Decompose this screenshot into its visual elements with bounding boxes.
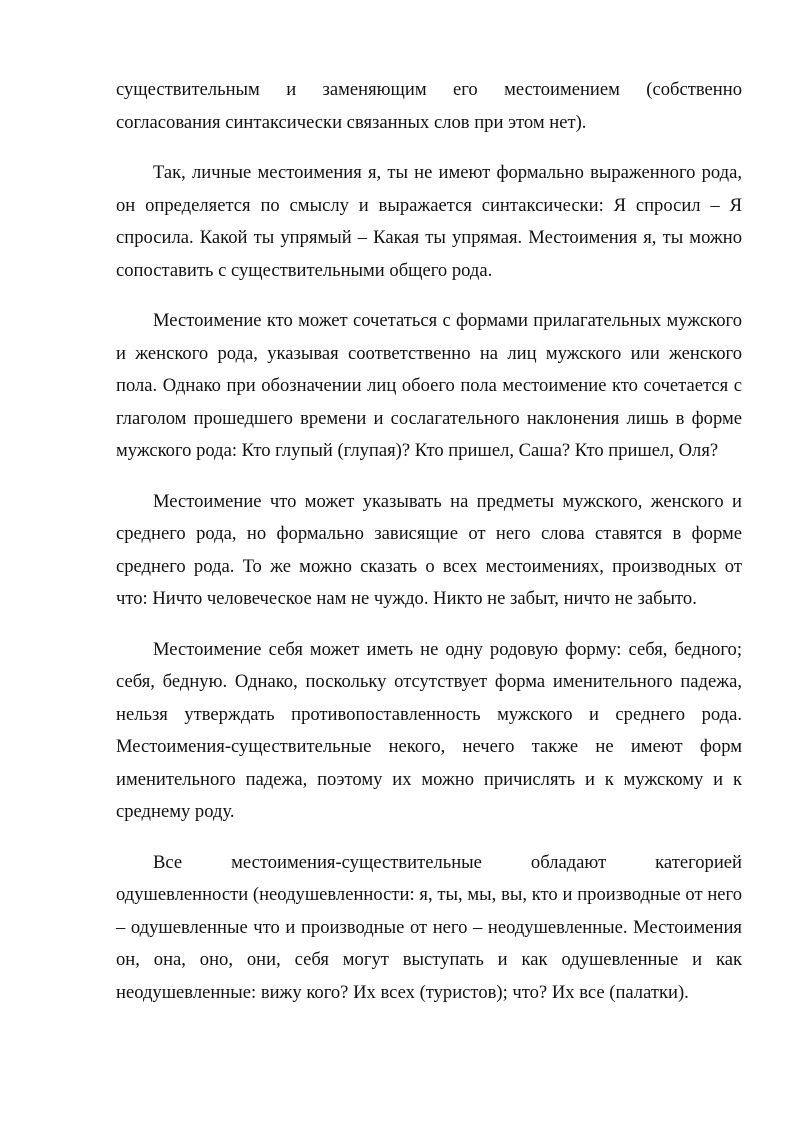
paragraph-continuation: существительным и заменяющим его местоимением (собственно согласования синтаксически связанных слов при этом нет). (116, 79, 742, 133)
paragraph-personal-pronouns: Так, личные местоимения я, ты не имеют формально выраженного рода, он определяется по смыслу и выражается синтаксически: Я спросил – Я спросила. Какой ты упрямый – Какая ты упрямая. Местоимения я, ты можно сопоставить с существительными общего рода. (116, 162, 742, 281)
paragraph-animacy: Все местоимения-существительные обладают категорией одушевленности (неодушевленности: я, ты, мы, вы, кто и производные от него – одушевленные что и производные от него – неодушевленные. Местоимения он, она, оно, они, себя могут выступать и как одушевленные и как неодушевленные: вижу кого? Их всех (туристов); что? Их все (палатки). (116, 851, 742, 1003)
document-page (116, 74, 742, 1027)
paragraph-pronoun-chto: Местоимение что может указывать на предметы мужского, женского и среднего рода, но формально зависящие от него слова ставятся в форме среднего рода. То же можно сказать о всех местоимениях, производных от что: Ничто человеческое нам не чуждо. Никто не забыт, ничто не забыто. (116, 490, 742, 609)
paragraph-pronoun-kto: Местоимение кто может сочетаться с формами прилагательных мужского и женского рода, указывая соответственно на лиц мужского или женского пола. Однако при обозначении лиц обоего пола местоимение кто сочетается с глаголом прошедшего времени и сослагательного наклонения лишь в форме мужского рода: Кто глупый (глупая)? Кто пришел, Саша? Кто пришел, Оля? (116, 310, 742, 461)
paragraph-pronoun-sebya: Местоимение себя может иметь не одну родовую форму: себя, бедного; себя, бедную. Однако, поскольку отсутствует форма именительного падежа, нельзя утверждать противопоставленность мужского и среднего рода. Местоимения-существительные некого, нечего также не имеют форм именительного падежа, поэтому их можно причислять и к мужскому и к среднему роду. (116, 638, 742, 822)
